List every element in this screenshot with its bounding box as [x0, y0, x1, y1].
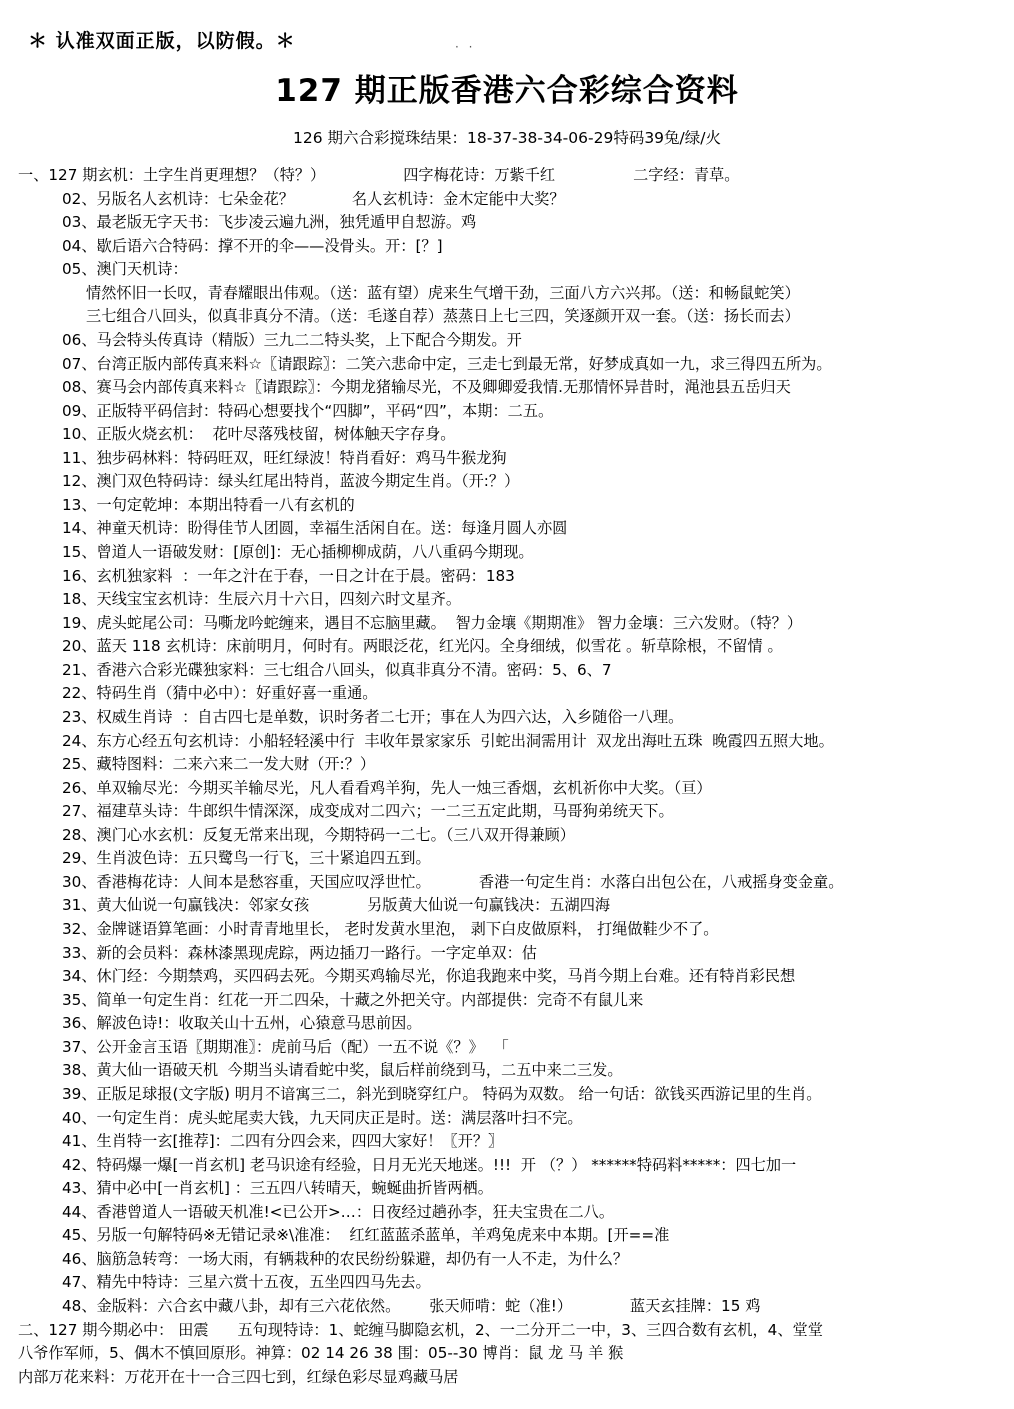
list-item: 27、福建草头诗：牛郎织牛情深深，成变成对二四六；一二三五定此期，马哥狗弟统天下。 [62, 802, 674, 821]
list-item: 39、正版足球报(文字版) 明月不谙寓三二，斜光到晓穿红户。 特码为双数。 给一句话：欲钱买西游记里的生肖。 [62, 1084, 822, 1103]
list-item-continuation: 三七组合八回头，似真非真分不清。（送：毛遂自荐）蒸蒸日上七三四，笑逐颜开双一套。（送：扬长而去） [86, 307, 800, 326]
list-item: 44、香港曾道人一语破天机准!<已公开>…：日夜经过趟孙李，狂夫宝贵在二八。 [62, 1202, 615, 1221]
section-2-line-1: 二、127 期今期必中： 田震 五句现特诗：1、蛇缠马脚隐玄机，2、一二分开二一中，3、三四合数有玄机，4、堂堂 [18, 1320, 823, 1339]
list-item: 41、生肖特一玄[推荐]：二四有分四会来，四四大家好！〖开？〗 [62, 1132, 504, 1151]
list-item: 09、正版特平码信封：特码心想要找个“四脚”，平码“四”，本期：二五。 [62, 401, 554, 420]
list-item: 43、猜中必中[一肖玄机] ：三五四八转晴天，蜿蜒曲折皆两栖。 [62, 1179, 493, 1198]
page-title: 127 期正版香港六合彩综合资料 [275, 73, 739, 109]
list-item: 16、玄机独家料 ：一年之汁在于春，一日之计在于晨。密码：183 [62, 566, 515, 585]
document-body [0, 164, 1014, 1409]
list-item: 14、神童天机诗：盼得佳节人团圆，幸福生活闲自在。送：每逢月圆人亦圆 [62, 519, 568, 538]
list-item: 42、特码爆一爆[一肖玄机] 老马识途有经验，日月无光天地迷。!!! 开 （？） ******特码料*****：四七加一 [62, 1155, 797, 1174]
list-item: 15、曾道人一语破发财：[原创]：无心插柳柳成荫，八八重码今期现。 [62, 543, 534, 561]
list-item: 12、澳门双色特码诗：绿头红尾出特肖，蓝波今期定生肖。（开:？） [62, 472, 520, 491]
list-item: 46、脑筋急转弯：一场大雨，有辆栽种的农民纷纷躲避，却仍有一人不走，为什么？ [62, 1249, 629, 1268]
list-item: 25、藏特图料：二来六来二一发大财（开:？） [62, 755, 376, 774]
list-item: 37、公开金言玉语〖期期准〗：虎前马后（配）一五不说《？》 「 [62, 1037, 509, 1056]
list-item: 32、金牌谜语算笔画：小时青青地里长， 老时发黄水里泡， 剥下白皮做原料， 打绳做鞋少不了。 [62, 920, 719, 938]
list-item: 11、独步码林料：特码旺双，旺红绿波！特肖看好：鸡马牛猴龙狗 [62, 448, 507, 467]
list-item: 26、单双输尽光：今期买羊输尽光，凡人看看鸡羊狗，先人一烛三香烟，玄机祈你中大奖。（亘） [62, 778, 712, 797]
list-item: 35、简单一句定生肖：红花一开二四朵，十藏之外把关守。内部提供：完奇不有鼠儿来 [62, 990, 644, 1009]
list-item: 31、黄大仙说一句赢钱决：邻家女孩 另版黄大仙说一句赢钱决：五湖四海 [62, 896, 611, 915]
list-item-continuation: 情然怀旧一长叹，青春耀眼出伟观。（送：蓝有望）虎来生气增干劲，三面八方六兴邦。（送：和畅鼠蛇笑） [86, 283, 800, 302]
list-item: 29、生肖波色诗：五只鹭鸟一行飞，三十紧追四五到。 [62, 849, 431, 868]
list-item: 08、赛马会内部传真来料☆〖请跟踪〗：今期龙猪输尽光，不及卿卿爱我情.无那情怀异昔时，渑池县五岳归天 [62, 378, 791, 397]
list-item: 19、虎头蛇尾公司：马嘶龙吟蛇缠来，遇目不忘脑里藏。 智力金壤《期期准》 智力金壤：三六发财。（特？） [62, 613, 803, 632]
list-item: 23、权威生肖诗 ：自古四七是单数，识时务者二七开；事在人为四六达，入乡随俗一八理。 [62, 707, 684, 726]
list-item: 07、台湾正版内部传真来料☆〖请跟踪〗：二笑六悲命中定，三走七到最无常，好梦成真如一九，求三得四五所为。 [62, 354, 832, 373]
top-dots: · · [455, 40, 476, 54]
list-item: 33、新的会员料：森林漆黑现虎踪，两边插刀一路行。一字定单双：估 [62, 943, 537, 962]
list-item: 20、蓝天 118 玄机诗：床前明月，何时有。两眼泛花，红光闪。全身细绒，似雪花 。斩草除根，不留情 。 [62, 637, 783, 656]
list-item: 36、解波色诗!：收取关山十五州，心猿意马思前因。 [62, 1014, 422, 1033]
list-item: 02、另版名人玄机诗：七朵金花？ 名人玄机诗：金木定能中大奖？ [62, 189, 565, 208]
list-item: 18、天线宝宝玄机诗：生辰六月十六日，四刻六时文星齐。 [62, 590, 462, 609]
list-item: 38、黄大仙一语破天机 今期当头请看蛇中奖，鼠后样前绕到马，二五中来二三发。 [62, 1061, 623, 1080]
list-item: 40、一句定生肖：虎头蛇尾卖大钱，九天同庆正是时。送：满层落叶扫不完。 [62, 1108, 583, 1127]
list-item: 04、歇后语六合特码：撑不开的伞——没骨头。开：[？] [62, 236, 443, 255]
four-char-plum-poem: 四字梅花诗：万紫千红 [403, 166, 556, 184]
list-item: 47、精先中特诗：三星六赏十五夜，五坐四四马先去。 [62, 1273, 431, 1292]
two-char-scripture: 二字经：青草。 [633, 166, 740, 184]
section-2-line-3: 内部万花来料：万花开在十一合三四七到，红绿色彩尽显鸡藏马居 [18, 1367, 459, 1386]
draw-result-subtitle: 126 期六合彩搅珠结果：18-37-38-34-06-29特码39兔/绿/火 [293, 129, 721, 147]
list-item: 48、金版料：六合玄中藏八卦，却有三六花依然。 张天师啃：蛇（准!） 蓝天玄挂牌：15 鸡 [62, 1297, 761, 1315]
list-item: 22、特码生肖（猜中必中）：好重好喜一重通。 [62, 684, 378, 703]
list-item: 30、香港梅花诗：人间本是愁容重，天国应叹浮世忙。 香港一句定生肖：水落白出包公在，八戒摇身变金童。 [62, 872, 844, 891]
section-2-line-2: 八爷作军师，5、偶木不慎回原形。神算：02 14 26 38 围：05--30 博肖：鼠 龙 马 羊 猴 [18, 1344, 624, 1363]
list-item: 10、正版火烧玄机： 花叶尽落残枝留，树体触天字存身。 [62, 425, 456, 444]
list-item: 13、一句定乾坤：本期出特看一八有玄机的 [62, 495, 355, 514]
section-1-heading [18, 164, 998, 188]
list-item: 24、东方心经五句玄机诗：小船轻轻溪中行 丰收年景家家乐 引蛇出洞需用计 双龙出海吐五珠 晚霞四五照大地。 [62, 731, 834, 750]
list-item: 34、休门经：今期禁鸡，买四码去死。今期买鸡输尽光，你追我跑来中奖，马肖今期上台难。还有特肖彩民想 [62, 967, 796, 986]
section-1-heading-left: 一、127 期玄机：土字生肖更理想？（特？） [18, 166, 326, 184]
list-item: 45、另版一句解特码※无错记录※\准准： 红红蓝蓝杀蓝单，羊鸡兔虎来中本期。[开==准 [62, 1226, 670, 1245]
top-note: ＊ 认准双面正版，以防假。＊ [28, 30, 296, 52]
list-item: 05、澳门天机诗： [62, 260, 188, 279]
list-item: 03、最老版无字天书：飞步凌云遍九洲，独凭遁甲自恝游。鸡 [62, 213, 477, 232]
list-item: 21、香港六合彩光碟独家料：三七组合八回头，似真非真分不清。密码：5、6、7 [62, 660, 612, 679]
list-item: 28、澳门心水玄机：反复无常来出现，今期特码一二七。（三八双开得兼顾） [62, 825, 575, 844]
list-item: 06、马会特头传真诗（精版）三九二二特头奖，上下配合今期发。开 [62, 330, 522, 349]
